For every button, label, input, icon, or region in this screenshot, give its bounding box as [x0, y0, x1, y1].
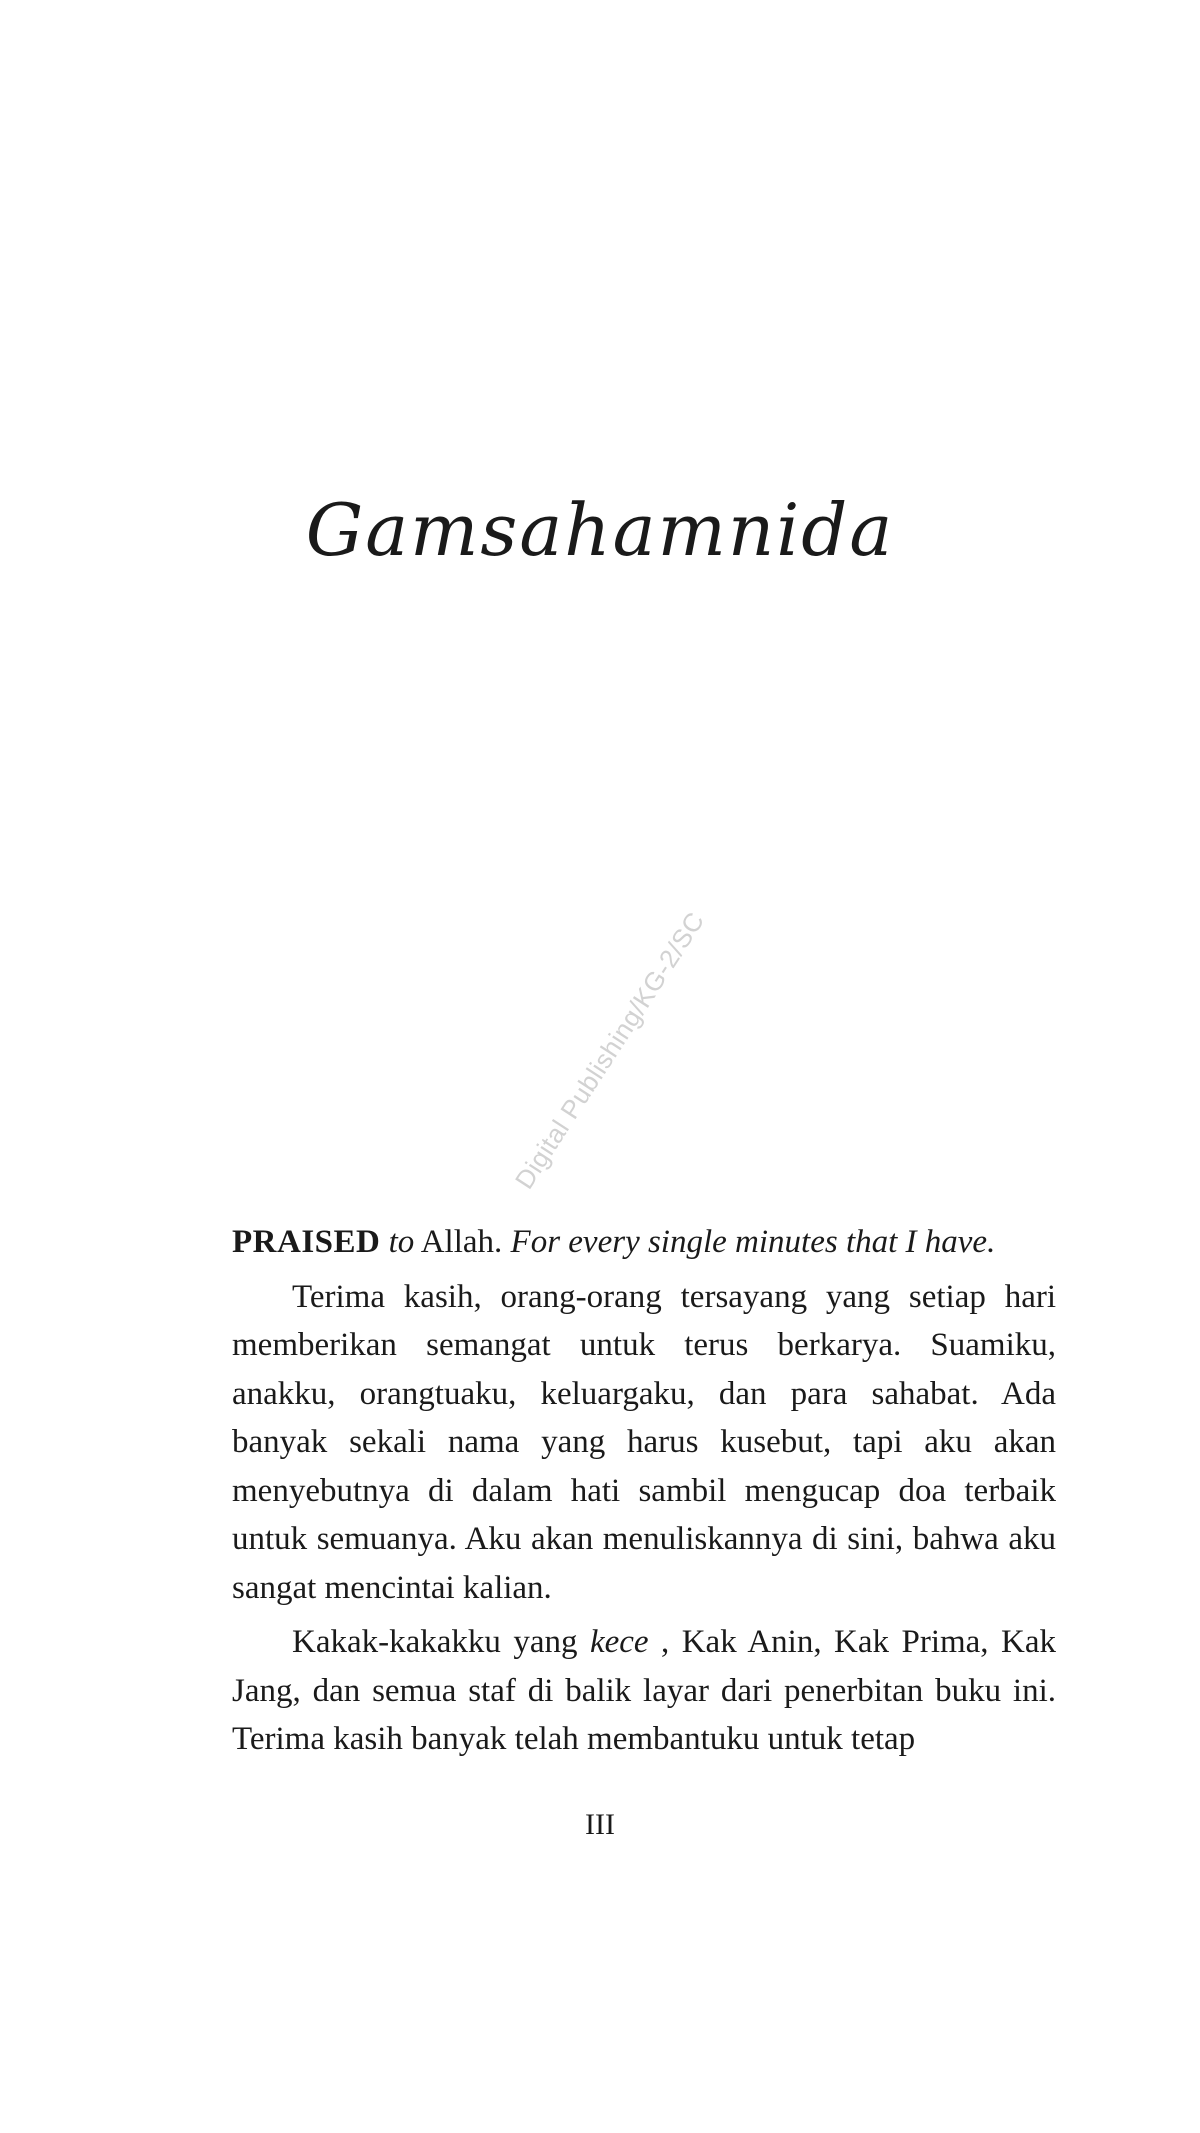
praised-italic-line: For every single minutes that I have.: [510, 1224, 996, 1260]
paragraph-praised: [232, 1218, 1056, 1267]
praised-bold: PRAISED: [232, 1224, 381, 1260]
body-text: [232, 1218, 1056, 1770]
publisher-text-before: Kakak-kakakku yang: [292, 1624, 590, 1660]
paragraph-thanks-family: Terima kasih, orang-orang tersayang yang setiap hari memberikan semangat untuk terus berkarya. Suamiku, anakku, orangtuaku, keluargaku, dan para sahabat. Ada banyak sekali nama yang harus kusebut, tapi aku akan menyebutnya di dalam hati sambil mengucap doa terbaik untuk semuanya. Aku akan menuliskannya di sini, bahwa aku sangat mencintai kalian.: [232, 1278, 1056, 1606]
publisher-text-after: , Kak Anin, Kak Prima, Kak Jang, dan semua staf di balik layar dari penerbitan buku ini. Terima kasih banyak telah membantuku untuk tetap: [232, 1624, 1056, 1757]
chapter-title: Gamsahamnida: [305, 488, 895, 573]
paragraph-thanks-publisher: [232, 1618, 1056, 1764]
praised-to: to: [388, 1224, 415, 1260]
publisher-text-italic: kece: [589, 1624, 649, 1660]
watermark: Digital Publishing/KG-2/SC: [508, 906, 711, 1195]
page-number: III: [585, 1808, 615, 1841]
praised-allah: Allah.: [414, 1224, 511, 1260]
